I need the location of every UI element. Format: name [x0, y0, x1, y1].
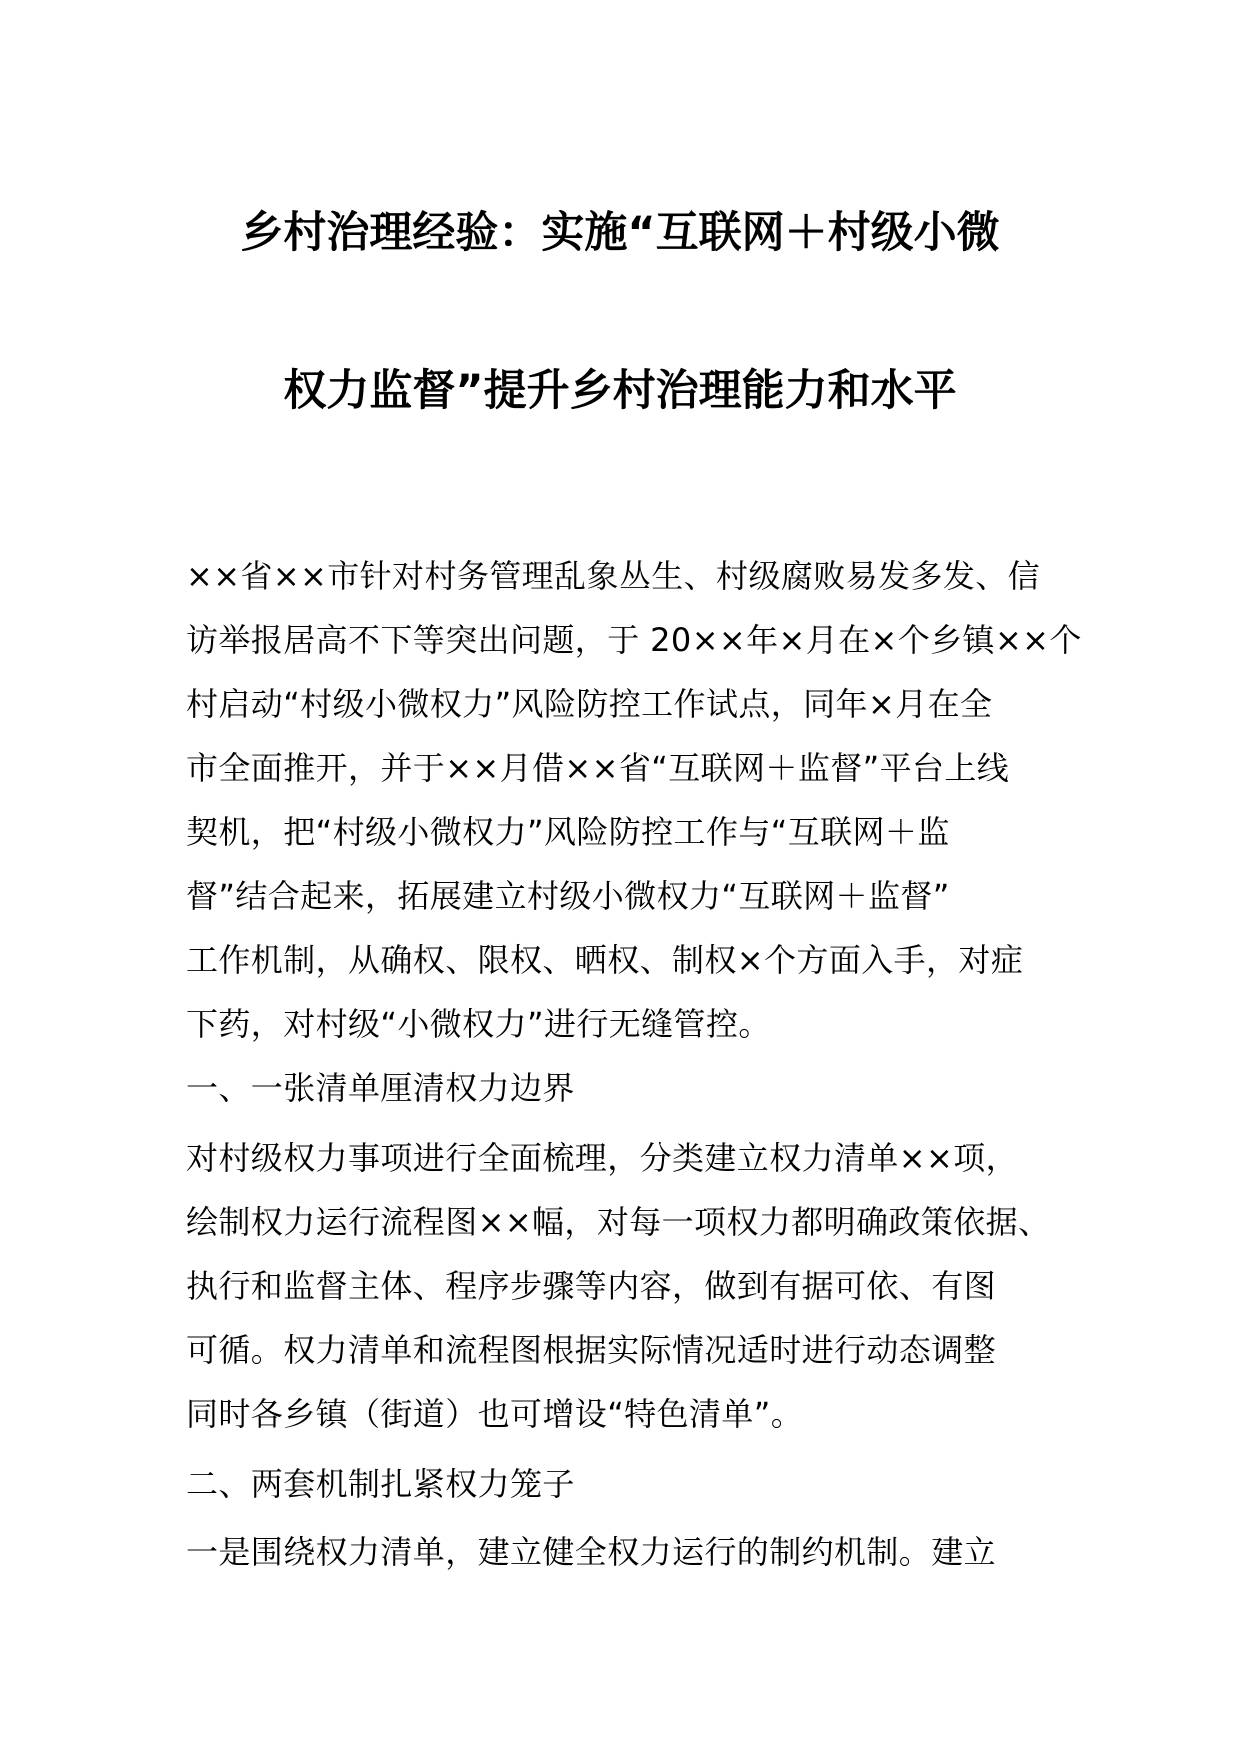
paragraph-line: 对村级权力事项进行全面梳理，分类建立权力清单××项， — [186, 1139, 1019, 1177]
paragraph-line: 访举报居高不下等突出问题，于 20××年×月在×个乡镇××个 — [186, 621, 1082, 659]
paragraph-line: 绘制权力运行流程图××幅，对每一项权力都明确政策依据、 — [186, 1203, 1051, 1241]
section-heading-2: 二、两套机制扎紧权力笼子 — [186, 1465, 575, 1503]
paragraph-line: 村启动“村级小微权力”风险防控工作试点，同年×月在全 — [186, 685, 993, 723]
paragraph-line: 同时各乡镇（街道）也可增设“特色清单”。 — [186, 1395, 804, 1433]
document-title-line-1: 乡村治理经验：实施“互联网＋村级小微 — [240, 208, 1000, 258]
document-title-line-2: 权力监督”提升乡村治理能力和水平 — [283, 366, 957, 416]
paragraph-line: 工作机制，从确权、限权、晒权、制权×个方面入手，对症 — [186, 941, 1024, 979]
paragraph-line: 一是围绕权力清单，建立健全权力运行的制约机制。建立 — [186, 1533, 997, 1571]
paragraph-line: 市全面推开，并于××月借××省“互联网＋监督”平台上线 — [186, 749, 1010, 787]
paragraph-line: ××省××市针对村务管理乱象丛生、村级腐败易发多发、信 — [186, 557, 1041, 595]
paragraph-line: 可循。权力清单和流程图根据实际情况适时进行动态调整 — [186, 1331, 997, 1369]
paragraph-line: 执行和监督主体、程序步骤等内容，做到有据可依、有图 — [186, 1267, 997, 1305]
paragraph-line: 下药，对村级“小微权力”进行无缝管控。 — [186, 1005, 771, 1043]
paragraph-line: 督”结合起来，拓展建立村级小微权力“互联网＋监督” — [186, 877, 950, 915]
paragraph-line: 契机，把“村级小微权力”风险防控工作与“互联网＋监 — [186, 813, 950, 851]
section-heading-1: 一、一张清单厘清权力边界 — [186, 1069, 575, 1107]
